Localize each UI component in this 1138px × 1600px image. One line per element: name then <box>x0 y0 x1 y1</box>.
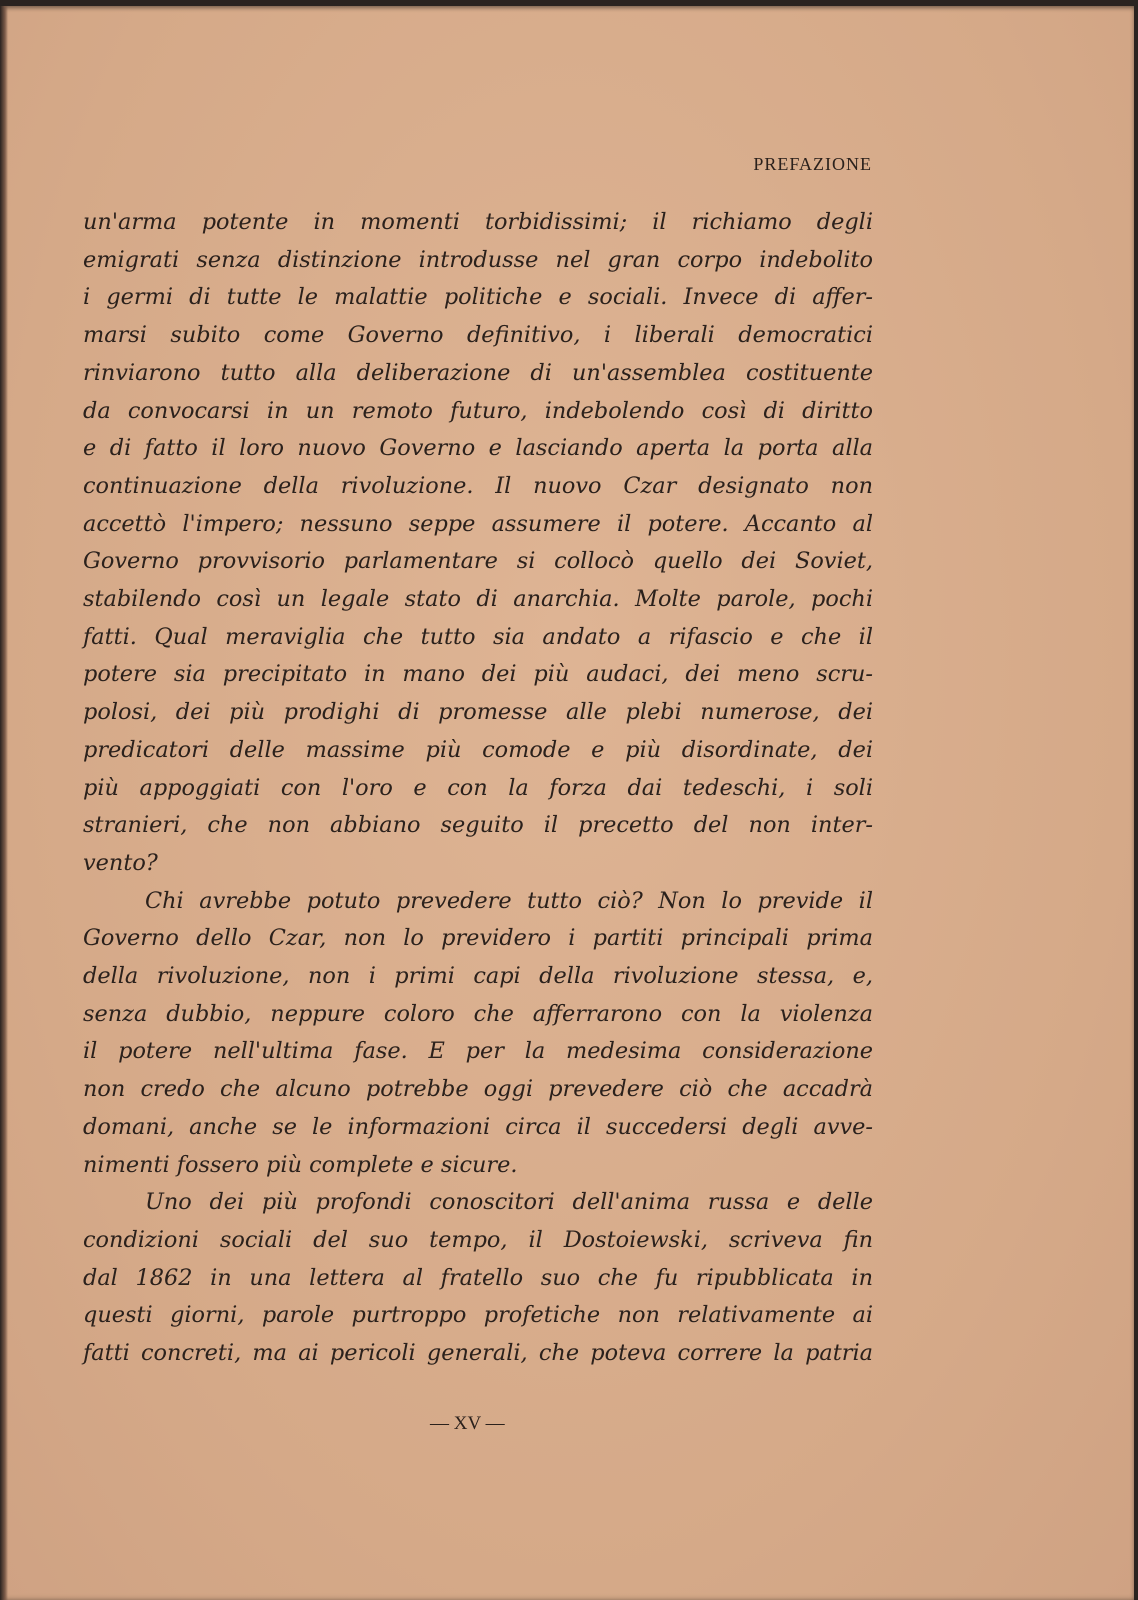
text-line: un'arma potente in momenti torbidissimi; il richiamo degli <box>83 209 873 235</box>
body-text <box>83 204 873 1373</box>
text-line: nimenti fossero più complete e sicure. <box>83 1151 518 1178</box>
text-line: i germi di tutte le malattie politiche e sociali. Invece di affer- <box>83 284 873 311</box>
text-line: da convocarsi in un remoto futuro, indebolendo così di diritto <box>83 397 873 424</box>
binding-edge <box>0 6 8 1600</box>
running-header: PREFAZIONE <box>753 154 872 174</box>
text-line: questi giorni, parole purtroppo profetiche non relativamente ai <box>83 1302 873 1329</box>
text-line: Governo provvisorio parlamentare si collocò quello dei Soviet, <box>83 548 873 575</box>
book-page <box>0 6 1134 1600</box>
page-number: — XV — <box>430 1413 505 1434</box>
text-line: fatti concreti, ma ai pericoli generali, che poteva correre la patria <box>83 1340 873 1367</box>
text-line: più appoggiati con l'oro e con la forza dai tedeschi, i soli <box>83 774 873 801</box>
text-line: stabilendo così un legale stato di anarchia. Molte parole, pochi <box>83 586 873 613</box>
text-line: fatti. Qual meraviglia che tutto sia andato a rifascio e che il <box>83 623 873 650</box>
text-line: domani, anche se le informazioni circa il succedersi degli avve- <box>83 1113 873 1140</box>
text-line: condizioni sociali del suo tempo, il Dostoiewski, scriveva fin <box>83 1226 873 1253</box>
text-line: continuazione della rivoluzione. Il nuovo Czar designato non <box>83 472 873 499</box>
text-line: rinviarono tutto alla deliberazione di un'assemblea costituente <box>83 359 873 386</box>
text-line: emigrati senza distinzione introdusse nel gran corpo indebolito <box>83 246 873 273</box>
text-line: Chi avrebbe potuto prevedere tutto ciò? Non lo previde il <box>145 887 873 914</box>
text-line: potere sia precipitato in mano dei più audaci, dei meno scru- <box>83 661 873 688</box>
text-line: stranieri, che non abbiano seguito il precetto del non inter- <box>83 812 873 839</box>
text-line: e di fatto il loro nuovo Governo e lasciando aperta la porta alla <box>83 435 873 462</box>
text-line: polosi, dei più prodighi di promesse alle plebi numerose, dei <box>83 699 873 726</box>
text-line: marsi subito come Governo definitivo, i liberali democratici <box>83 322 873 349</box>
text-line: accettò l'impero; nessuno seppe assumere il potere. Accanto al <box>83 510 873 537</box>
text-line: vento? <box>83 849 158 876</box>
text-line: il potere nell'ultima fase. E per la medesima considerazione <box>83 1038 873 1065</box>
text-line: non credo che alcuno potrebbe oggi prevedere ciò che accadrà <box>83 1076 873 1103</box>
text-line: Governo dello Czar, non lo previdero i partiti principali prima <box>83 925 873 952</box>
text-line: predicatori delle massime più comode e più disordinate, dei <box>83 736 873 763</box>
text-line: senza dubbio, neppure coloro che afferrarono con la violenza <box>83 1000 873 1027</box>
text-line: Uno dei più profondi conoscitori dell'anima russa e delle <box>145 1189 873 1216</box>
text-line: della rivoluzione, non i primi capi della rivoluzione stessa, e, <box>83 963 873 990</box>
text-line: dal 1862 in una lettera al fratello suo che fu ripubblicata in <box>83 1264 873 1291</box>
